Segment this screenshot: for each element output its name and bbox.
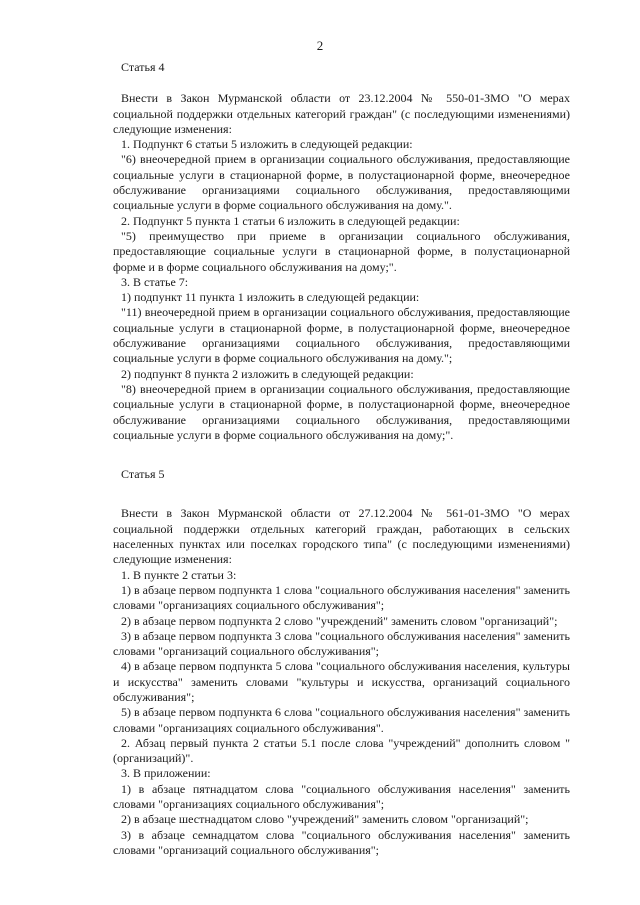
paragraph: 1. Подпункт 6 статьи 5 изложить в следующей редакции: [121, 137, 413, 152]
paragraph: 2) в абзаце шестнадцатом слово "учреждений" заменить словом "организаций"; [121, 812, 529, 827]
paragraph: 1) в абзаце первом подпункта 1 слова "социального обслуживания населения" заменить словами "организациях социального обслуживания"; [113, 582, 571, 613]
paragraph: 3. В статье 7: [121, 274, 189, 289]
paragraph: 2. Подпункт 5 пункта 1 статьи 6 изложить в следующей редакции: [121, 213, 460, 228]
paragraph: 3) в абзаце первом подпункта 3 слова "социального обслуживания населения" заменить словами "организаций социального обслуживания"; [113, 628, 571, 659]
paragraph: 2. Абзац первый пункта 2 статьи 5.1 после слова "учреждений" дополнить словом "(организаций)". [113, 735, 570, 766]
paragraph: 1. В пункте 2 статьи 3: [121, 567, 237, 582]
paragraph: 3) в абзаце семнадцатом слова "социального обслуживания населения" заменить словами "организаций социального обслуживания"; [113, 827, 570, 857]
paragraph: "8) внеочередной прием в организации социального обслуживания, предоставляющие социальные услуги в стационарной форме, в полустационарной форме, внеочередное обслуживание организациями социального обслуживания, предоставляющими социальные услуги в форме социального обслуживания на дому;". [113, 381, 570, 442]
paragraph: 1) подпункт 11 пункта 1 изложить в следующей редакции: [121, 290, 420, 305]
article-5 [113, 467, 570, 858]
paragraph: 5) в абзаце первом подпункта 6 слова "социального обслуживания населения" заменить словами "организациях социального обслуживания". [113, 705, 571, 735]
page-number: 2 [316, 38, 324, 53]
article-5-heading: Статья 5 [121, 467, 165, 482]
paragraph: "5) преимущество при приеме в организации социального обслуживания, предоставляющие социальные услуги в стационарной форме, в полустационарной форме и в форме социального обслуживания на дому;". [113, 228, 570, 274]
paragraph: 2) подпункт 8 пункта 2 изложить в следующей редакции: [121, 366, 414, 381]
paragraph: 4) в абзаце первом подпункта 5 слова "социального обслуживания населения, культуры и искусства" заменить словами "культуры и искусства, организаций социального обслуживания"; [113, 659, 570, 704]
paragraph: 2) в абзаце первом подпункта 2 слово "учреждений" заменить словом "организаций"; [121, 613, 558, 628]
paragraph: 3. В приложении: [121, 766, 211, 781]
paragraph: Внести в Закон Мурманской области от 27.12.2004 № 561-01-ЗМО "О мерах социальной поддержки отдельных категорий граждан, работающих в сельских населенных пунктах или поселках городского типа" (с последующими изменениями) следующие изменения: [113, 506, 570, 567]
article-4-heading: Статья 4 [121, 60, 165, 74]
document-content [113, 60, 570, 858]
article-4 [113, 60, 570, 443]
paragraph: "11) внеочередной прием в организации социального обслуживания, предоставляющие социальные услуги в стационарной форме, в полустационарной форме, внеочередное обслуживание организациями социального обслуживания, предоставляющими социальные услуги в форме социального обслуживания на дому."; [113, 305, 570, 366]
paragraph: 1) в абзаце пятнадцатом слова "социального обслуживания населения" заменить словами "организациях социального обслуживания"; [113, 781, 570, 812]
paragraph: Внести в Закон Мурманской области от 23.12.2004 № 550-01-ЗМО "О мерах социальной поддержки отдельных категорий граждан" (с последующими изменениями) следующие изменения: [113, 91, 570, 136]
paragraph: "6) внеочередной прием в организации социального обслуживания, предоставляющие социальные услуги в стационарной форме, в полустационарной форме, внеочередное обслуживание организациями социального обслуживания, предоставляющими социальные услуги в форме социального обслуживания на дому.". [113, 152, 570, 213]
